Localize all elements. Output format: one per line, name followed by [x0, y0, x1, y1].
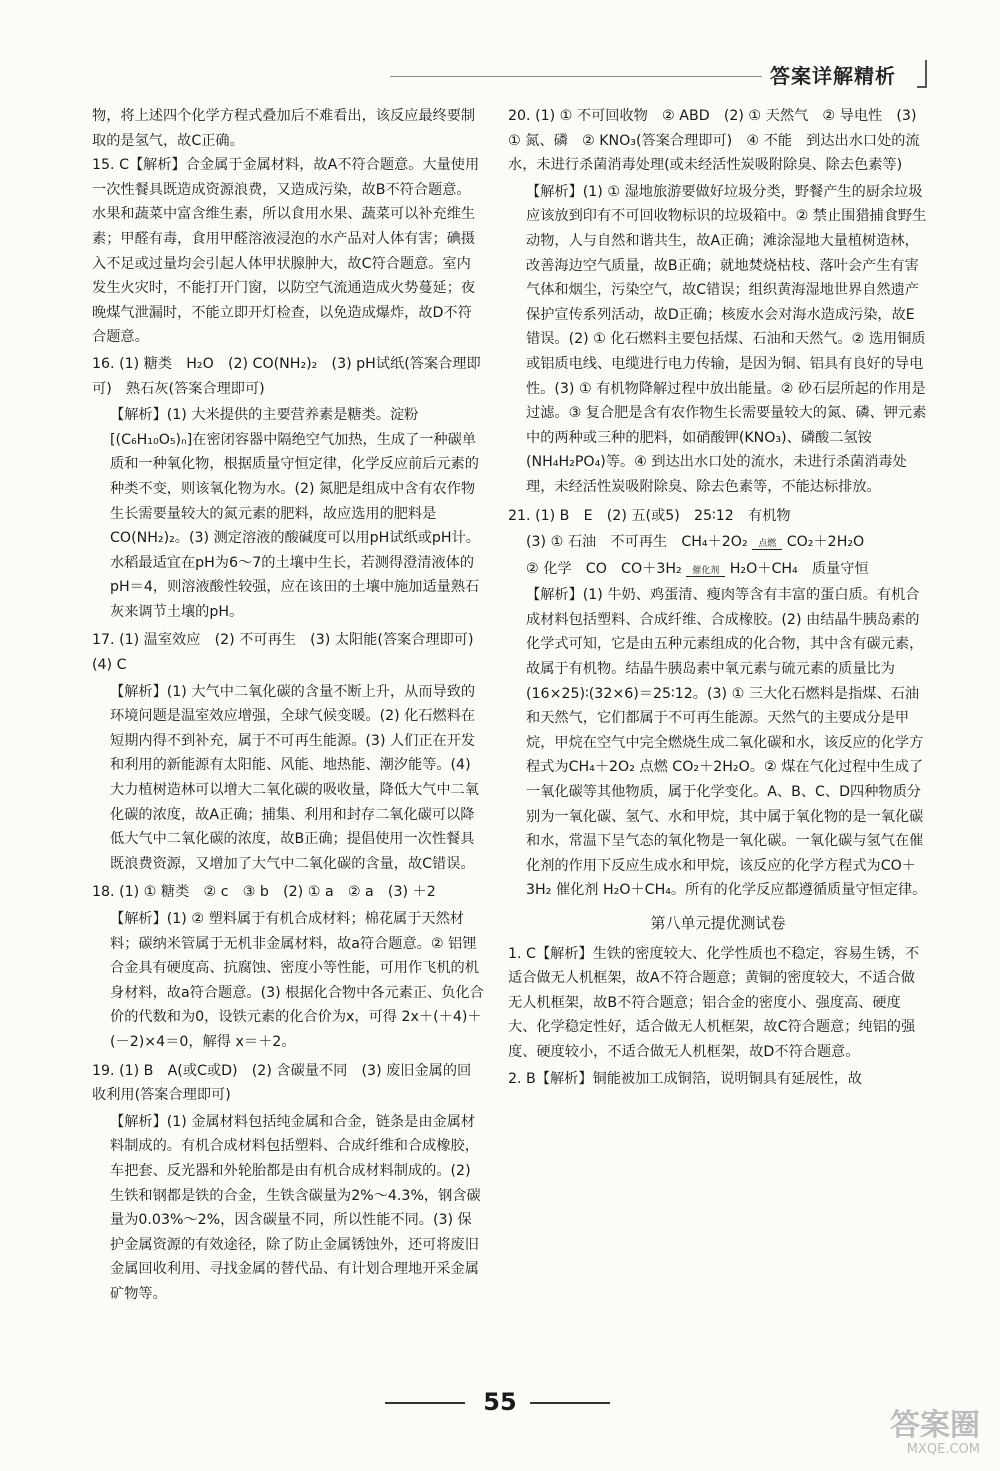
question-19-analysis: 【解析】(1) 金属材料包括纯金属和合金，链条是由金属材料制成的。有机合成材料包括塑料、合成纤维和合成橡胶，车把套、反光器和外轮胎都是由有机合成材料制成的。(2) 生铁和钢都是铁的合金，生铁含碳量为2%～4.3%，钢含碳量为0.03%～2%，因含碳量不同，所以性能不同。(3) 保护金属资源的有效途径，除了防止金属锈蚀外，还可将废旧金属回收利用、寻找金属的替代品、有计划合理地开采金属矿物等。 — [110, 1113, 481, 1302]
section-question-2: 2. B【解析】铜能被加工成铜箔，说明铜具有延展性，故 — [508, 1070, 863, 1087]
right-column — [508, 104, 928, 1093]
footer-rule-right — [530, 1402, 610, 1404]
eq2-left: ② 化学 CO CO＋3H₂ — [526, 560, 682, 577]
question-15: 15. C【解析】合金属于金属材料，故A不符合题意。大量使用一次性餐具既造成资源浪费，又造成污染，故B不符合题意。水果和蔬菜中富含维生素，所以食用水果、蔬菜可以补充维生素；甲醛有毒，食用甲醛溶液浸泡的水产品对人体有害；碘摄入不足或过量均会引起人体甲状腺肿大，故C符合题意。室内发生火灾时，不能打开门窗，以防空气流通造成火势蔓延；夜晚煤气泄漏时，不能立即开灯检查，以免造成爆炸，故D不符合题意。 — [92, 157, 480, 346]
question-21-analysis: 【解析】(1) 牛奶、鸡蛋清、瘦肉等含有丰富的蛋白质。有机合成材料包括塑料、合成纤维、合成橡胶。(2) 由结晶牛胰岛素的化学式可知，它是由五种元素组成的化合物，其中含有碳元素，故属于有机物。结晶牛胰岛素中氧元素与硫元素的质量比为(16×25)∶(32×6)＝25∶12。(3) ① 三大化石燃料是指煤、石油和天然气，它们都属于不可再生能源。天然气的主要成分是甲烷，甲烷在空气中完全燃烧生成二氧化碳和水，该反应的化学方程式为CH₄＋2O₂ 点燃 CO₂＋2H₂O。② 煤在气化过程中生成了一氧化碳等其他物质，属于化学变化。A、B、C、D四种物质分别为一氧化碳、氢气、水和甲烷，其中属于氧化物的是一氧化碳和水，常温下呈气态的氧化物是一氧化碳。一氧化碳与氢气在催化剂的作用下反应生成水和甲烷，该反应的化学方程式为CO＋3H₂ 催化剂 H₂O＋CH₄。所有的化学反应都遵循质量守恒定律。 — [526, 587, 927, 899]
left-column — [92, 104, 488, 1311]
header-corner-mark — [917, 60, 927, 88]
question-20-analysis: 【解析】(1) ① 湿地旅游要做好垃圾分类，野餐产生的厨余垃圾应该放到印有不可回收物标识的垃圾箱中。② 禁止围猎捕食野生动物，人与自然和谐共生，故A正确；滩涂湿地大量植树造林，改善海边空气质量，故B正确；就地焚烧枯枝、落叶会产生有害气体和烟尘，污染空气，故C错误；组织黄海湿地世界自然遗产保护宣传系列活动，故D正确；核废水会对海水造成污染，故E错误。(2) ① 化石燃料主要包括煤、石油和天然气。② 选用铜质或铝质电线、电缆进行电力传输，是因为铜、铝具有良好的导电性。(3) ① 有机物降解过程中放出能量。② 砂石层所起的作用是过滤。③ 复合肥是含有农作物生长需要量较大的氮、磷、钾元素中的两种或三种的肥料，如硝酸钾(KNO₃)、磷酸二氢铵(NH₄H₂PO₄)等。④ 到达出水口处的流水，未进行杀菌消毒处理，未经活性炭吸附除臭、除去色素等，不能达标排放。 — [526, 183, 927, 495]
eq1-right: CO₂＋2H₂O — [786, 534, 865, 551]
page-header — [390, 58, 930, 98]
question-21-answer-2 — [508, 530, 928, 555]
eq2-condition: 催化剂 — [686, 566, 725, 577]
question-18-answer: 18. (1) ① 糖类 ② c ③ b (2) ① a ② a (3) ＋2 — [92, 884, 436, 901]
header-rule — [390, 76, 762, 77]
header-title: 答案详解精析 — [770, 64, 896, 88]
section-question-1: 1. C【解析】生铁的密度较大、化学性质也不稳定，容易生锈，不适合做无人机框架，故A不符合题意；黄铜的密度较大，不适合做无人机框架，故B不符合题意；铝合金的密度小、强度高、硬度大、化学稳定性好，适合做无人机框架，故C符合题意；纯铝的强度、硬度较小，不适合做无人机框架，故D不符合题意。 — [508, 945, 920, 1060]
continued-text: 物，将上述四个化学方程式叠加后不难看出，该反应最终要制取的是氢气，故C正确。 — [92, 108, 476, 149]
section-title: 第八单元提优测试卷 — [650, 914, 786, 932]
eq2-right: H₂O＋CH₄ 质量守恒 — [729, 560, 869, 577]
question-20-answer: 20. (1) ① 不可回收物 ② ABD (2) ① 天然气 ② 导电性 (3) ① 氮、磷 ② KNO₃(答案合理即可) ④ 不能 到达出水口处的流水，未进行杀菌消毒处理(或未经活性炭吸附除臭、除去色素等) — [508, 108, 920, 174]
question-21-answer-3 — [508, 557, 928, 582]
eq1-left: (3) ① 石油 不可再生 CH₄＋2O₂ — [526, 534, 748, 551]
question-17-analysis: 【解析】(1) 大气中二氧化碳的含量不断上升，从而导致的环境问题是温室效应增强，全球气候变暖。(2) 化石燃料在短期内得不到补充，属于不可再生能源。(3) 人们正在开发和利用的新能源有太阳能、风能、地热能、潮汐能等。(4) 大力植树造林可以增大二氧化碳的吸收量，降低大气中二氧化碳的浓度，故A正确；捕集、利用和封存二氧化碳可以降低大气中二氧化碳的浓度，故B正确；提倡使用一次性餐具既浪费资源，又增加了大气中二氧化碳的含量，故C错误。 — [110, 683, 479, 872]
watermark-logo: 答案圈 — [890, 1408, 980, 1443]
page-number: 55 — [483, 1388, 517, 1416]
watermark-site: MXQE.COM — [906, 1442, 980, 1457]
question-16-analysis: 【解析】(1) 大米提供的主要营养素是糖类。淀粉[(C₆H₁₀O₅)ₙ]在密闭容器中隔绝空气加热，生成了一种碳单质和一种氧化物，根据质量守恒定律，化学反应前后元素的种类不变，则该氧化物为水。(2) 氮肥是组成中含有农作物生长需要量较大的氮元素的肥料，故应选用的肥料是CO(NH₂)₂。(3) 测定溶液的酸碱度可以用pH试纸或pH计。水稻最适宜在pH为6～7的土壤中生长，若测得澄清液体的pH＝4，则溶液酸性较强，应在该田的土壤中施加适量熟石灰来调节土壤的pH。 — [110, 407, 480, 620]
question-21-answer-1: 21. (1) B E (2) 五(或5) 25∶12 有机物 — [508, 507, 791, 524]
watermark — [840, 1410, 980, 1460]
question-18-analysis: 【解析】(1) ② 塑料属于有机合成材料；棉花属于天然材料；碳纳米管属于无机非金属材料，故a符合题意。② 铝锂合金具有硬度高、抗腐蚀、密度小等性能，可用作飞机的机身材料，故a符合题意。(3) 根据化合物中各元素正、负化合价的代数和为0，设铁元素的化合价为x，可得 2x＋(＋4)＋(－2)×4＝0，解得 x＝＋2。 — [110, 911, 484, 1050]
eq1-condition: 点燃 — [752, 539, 782, 550]
question-19-answer: 19. (1) B A(或C或D) (2) 含碳量不同 (3) 废旧金属的回收利用(答案合理即可) — [92, 1062, 472, 1104]
question-16-answer: 16. (1) 糖类 H₂O (2) CO(NH₂)₂ (3) pH试纸(答案合理即可) 熟石灰(答案合理即可) — [92, 355, 481, 397]
footer-rule-left — [385, 1402, 465, 1404]
question-17-answer: 17. (1) 温室效应 (2) 不可再生 (3) 太阳能(答案合理即可) (4) C — [92, 632, 488, 674]
